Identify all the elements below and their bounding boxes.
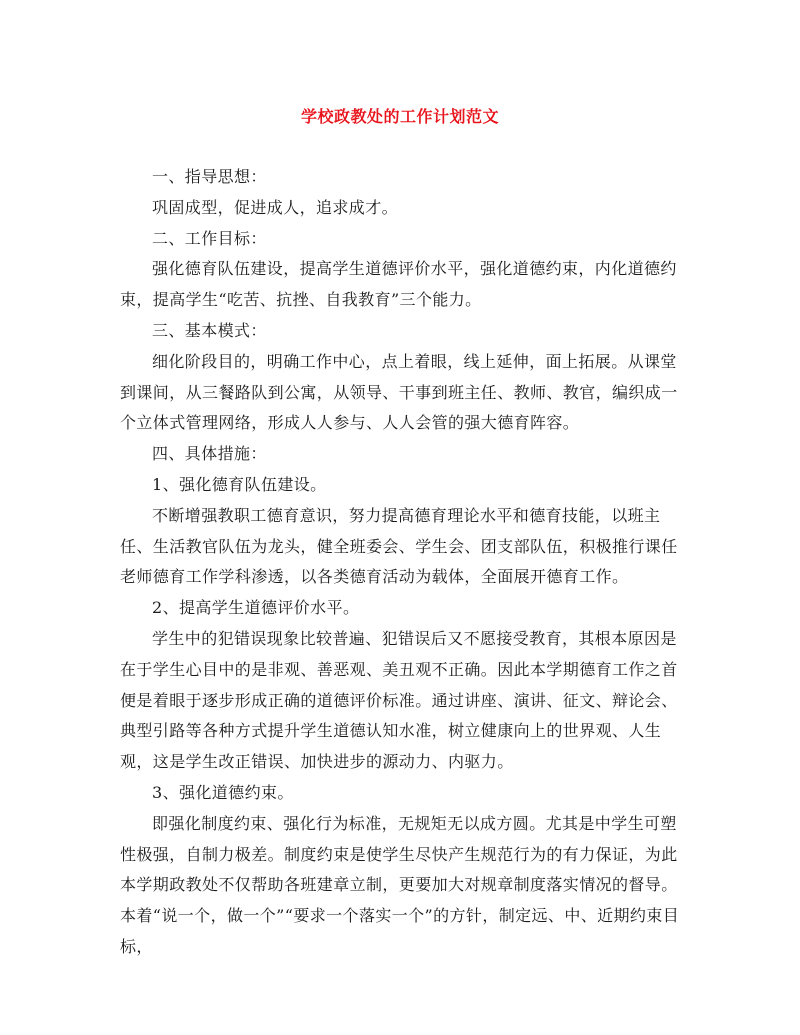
paragraph: 即强化制度约束、强化行为标准，无规矩无以成方圆。尤其是中学生可塑性极强，自制力极差。制度约束是使学生尽快产生规范行为的有力保证，为此本学期政教处不仅帮助各班建章立制，更要加大对规章制度落实情况的督导。本着“说一个，做一个”“要求一个落实一个”的方针，制定远、中、近期约束目标， bbox=[120, 813, 680, 956]
document-title: 学校政教处的工作计划范文 bbox=[300, 107, 499, 126]
subsection-heading: 3、强化道德约束。 bbox=[152, 782, 294, 802]
paragraph: 强化德育队伍建设，提高学生道德评价水平，强化道德约束，内化道德约束，提高学生“吃苦、抗挫、自我教育”三个能力。 bbox=[120, 259, 677, 310]
section-heading: 四、具体措施： bbox=[152, 444, 267, 464]
section-heading: 一、指导思想： bbox=[152, 167, 267, 186]
section-heading: 二、工作目标： bbox=[152, 228, 267, 248]
document-body bbox=[120, 162, 680, 963]
subsection-heading: 2、提高学生道德评价水平。 bbox=[152, 598, 360, 618]
subsection-heading: 1、强化德育队伍建设。 bbox=[152, 474, 327, 494]
paragraph: 不断增强教职工德育意识，努力提高德育理论水平和德育技能，以班主任、生活教官队伍为龙头，健全班委会、学生会、团支部队伍，积极推行课任老师德育工作学科渗透，以各类德育活动为载体，全面展开德育工作。 bbox=[120, 505, 678, 587]
section-heading: 三、基本模式： bbox=[152, 320, 267, 340]
paragraph: 细化阶段目的，明确工作中心，点上着眼，线上延伸，面上拓展。从课堂到课间，从三餐路队到公寓，从领导、干事到班主任、教师、教官，编织成一个立体式管理网络，形成人人参与、人人会管的强大德育阵容。 bbox=[120, 351, 678, 433]
paragraph: 学生中的犯错误现象比较普遍、犯错误后又不愿接受教育，其根本原因是在于学生心目中的是非观、善恶观、美丑观不正确。因此本学期德育工作之首便是着眼于逐步形成正确的道德评价标准。通过讲座、演讲、征文、辩论会、典型引路等各种方式提升学生道德认知水准，树立健康向上的世界观、人生观，这是学生改正错误、加快进步的源动力、内驱力。 bbox=[120, 628, 678, 772]
paragraph: 巩固成型，促进成人，追求成才。 bbox=[152, 197, 399, 217]
